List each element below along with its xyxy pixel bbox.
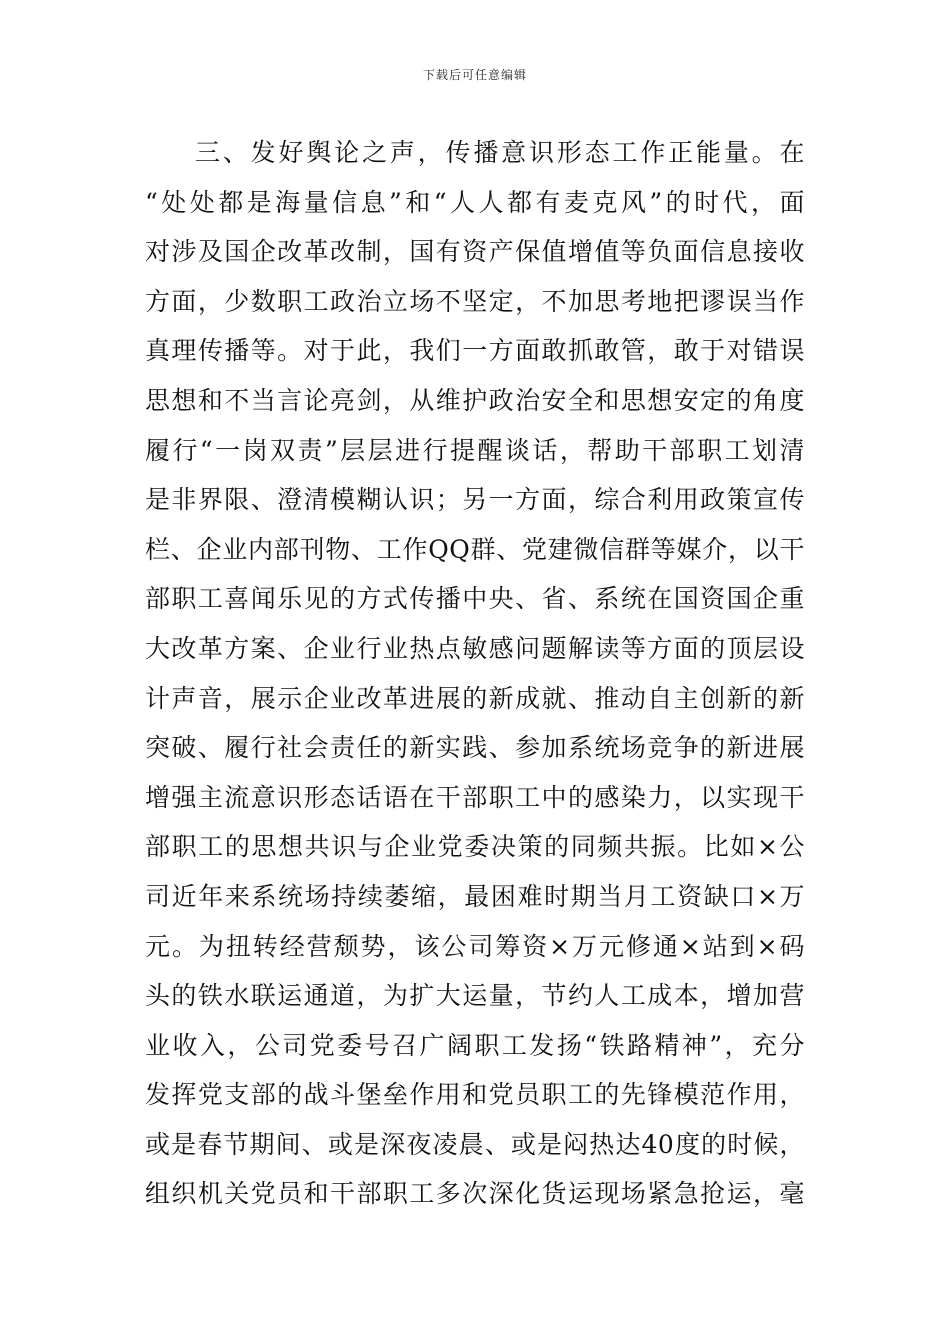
text-line: 司近年来系统场持续萎缩，最困难时期当月工资缺口×万 (145, 881, 805, 911)
text-line: 真理传播等。对于此，我们一方面敢抓敢管，敢于对错误 (145, 336, 805, 366)
text-line: 方面，少数职工政治立场不坚定，不加思考地把谬误当作 (145, 286, 805, 316)
text-line: 部职工的思想共识与企业党委决策的同频共振。比如×公 (145, 832, 805, 862)
text-line: 对涉及国企改革改制，国有资产保值增值等负面信息接收 (145, 237, 805, 267)
body-paragraph (145, 128, 805, 1219)
text-line: 或是春节期间、或是深夜凌晨、或是闷热达40度的时候， (145, 1129, 805, 1159)
text-line: 栏、企业内部刊物、工作QQ群、党建微信群等媒介，以干 (145, 534, 805, 564)
text-line: 大改革方案、企业行业热点敏感问题解读等方面的顶层设 (145, 633, 805, 663)
text-line: 组织机关党员和干部职工多次深化货运现场紧急抢运，毫 (145, 1179, 805, 1209)
text-line: 是非界限、澄清模糊认识；另一方面，综合利用政策宣传 (145, 485, 805, 515)
text-line: 履行“一岗双责”层层进行提醒谈话，帮助干部职工划清 (145, 435, 805, 465)
text-line: 元。为扭转经营颓势，该公司筹资×万元修通×站到×码 (145, 931, 805, 961)
text-line: 业收入，公司党委号召广阔职工发扬“铁路精神”，充分 (145, 1030, 805, 1060)
text-line: 部职工喜闻乐见的方式传播中央、省、系统在国资国企重 (145, 584, 805, 614)
text-line: 思想和不当言论亮剑，从维护政治安全和思想安定的角度 (145, 385, 805, 415)
text-line: 头的铁水联运通道，为扩大运量，节约人工成本，增加营 (145, 981, 805, 1011)
text-line: 发挥党支部的战斗堡垒作用和党员职工的先锋模范作用， (145, 1080, 805, 1110)
text-line: 三、发好舆论之声，传播意识形态工作正能量。在 (195, 138, 805, 167)
text-line: 突破、履行社会责任的新实践、参加系统场竞争的新进展 (145, 733, 805, 763)
page-header: 下载后可任意编辑 (422, 68, 527, 82)
text-line: “处处都是海量信息”和“人人都有麦克风”的时代，面 (145, 187, 805, 217)
text-line: 增强主流意识形态话语在干部职工中的感染力，以实现干 (145, 782, 805, 812)
text-line: 计声音，展示企业改革进展的新成就、推动自主创新的新 (145, 683, 805, 713)
